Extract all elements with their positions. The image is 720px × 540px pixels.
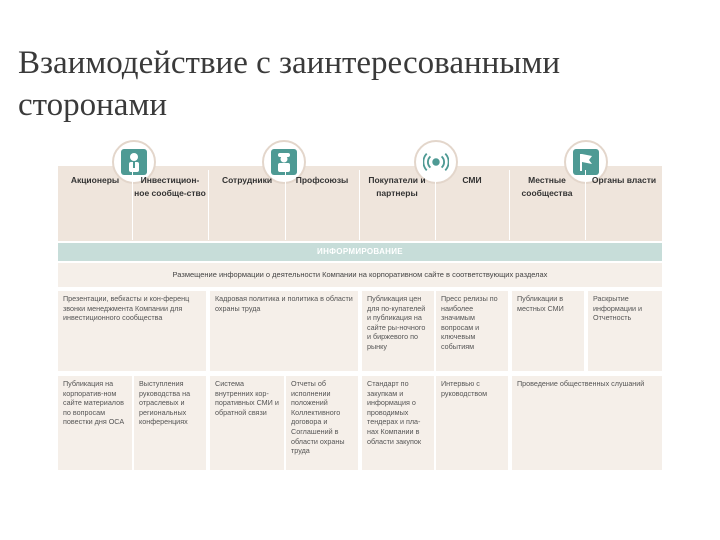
cell-shareholders-agm: Публикация на корпоратив-ном сайте материалов по вопросам повестки дня ОСА — [58, 376, 132, 470]
header-shareholders: Акционеры — [70, 175, 120, 185]
informing-band: ИНФОРМИРОВАНИЕ — [58, 243, 662, 261]
header-customers-partners: Покупатели и партнеры — [368, 175, 426, 198]
cell-media-interviews: Интервью с руководством — [436, 376, 508, 470]
cell-employees-hr-policy: Кадровая политика и политика в области охраны труда — [210, 291, 358, 371]
informing-website-row: Размещение информации о деятельности Компании на корпоративном сайте в соответствующих разделах — [58, 263, 662, 287]
cell-unions-reports: Отчеты об исполнении положений Коллективного договора и Соглашений в области охраны труда — [286, 376, 358, 470]
cell-investors-conferences: Выступления руководства на отраслевых и региональных конференциях — [134, 376, 206, 470]
header-investment-community: Инвестицион-ное сообще-ство — [134, 175, 206, 198]
slide-title: Взаимодействие с заинтересованными сторонами — [18, 45, 561, 123]
cell-shareholders-investors-presentations: Презентации, вебкасты и кон-ференц звонки менеджмента Компании для инвестиционного сообщества — [58, 291, 206, 371]
header-separator — [132, 170, 133, 240]
cell-authorities-disclosure: Раскрытие информации и Отчетность — [588, 291, 662, 371]
stakeholder-infographic — [58, 140, 662, 470]
cell-employees-internal-media: Система внутренних кор-поративных СМИ и обратной связи — [210, 376, 284, 470]
header-media: СМИ — [462, 175, 482, 185]
header-authorities: Органы власти — [591, 175, 657, 185]
cell-customers-procurement: Стандарт по закупкам и информация о проводимых тендерах и пла-нах Компании в области закупок — [362, 376, 434, 470]
cell-media-press-releases: Пресс релизы по наиболее значимым вопросам и ключевым событиям — [436, 291, 508, 371]
header-trade-unions: Профсоюзы — [295, 175, 349, 185]
header-separator — [208, 170, 209, 240]
cell-communities-hearings: Проведение общественных слушаний — [512, 376, 662, 470]
cell-local-media: Публикации в местных СМИ — [512, 291, 584, 371]
cell-customers-prices: Публикация цен для по-купателей и публикация на сайте ры-ночного и биржевого по рынку — [362, 291, 434, 371]
header-employees: Сотрудники — [221, 175, 273, 185]
header-local-communities: Местные сообщества — [521, 175, 573, 198]
